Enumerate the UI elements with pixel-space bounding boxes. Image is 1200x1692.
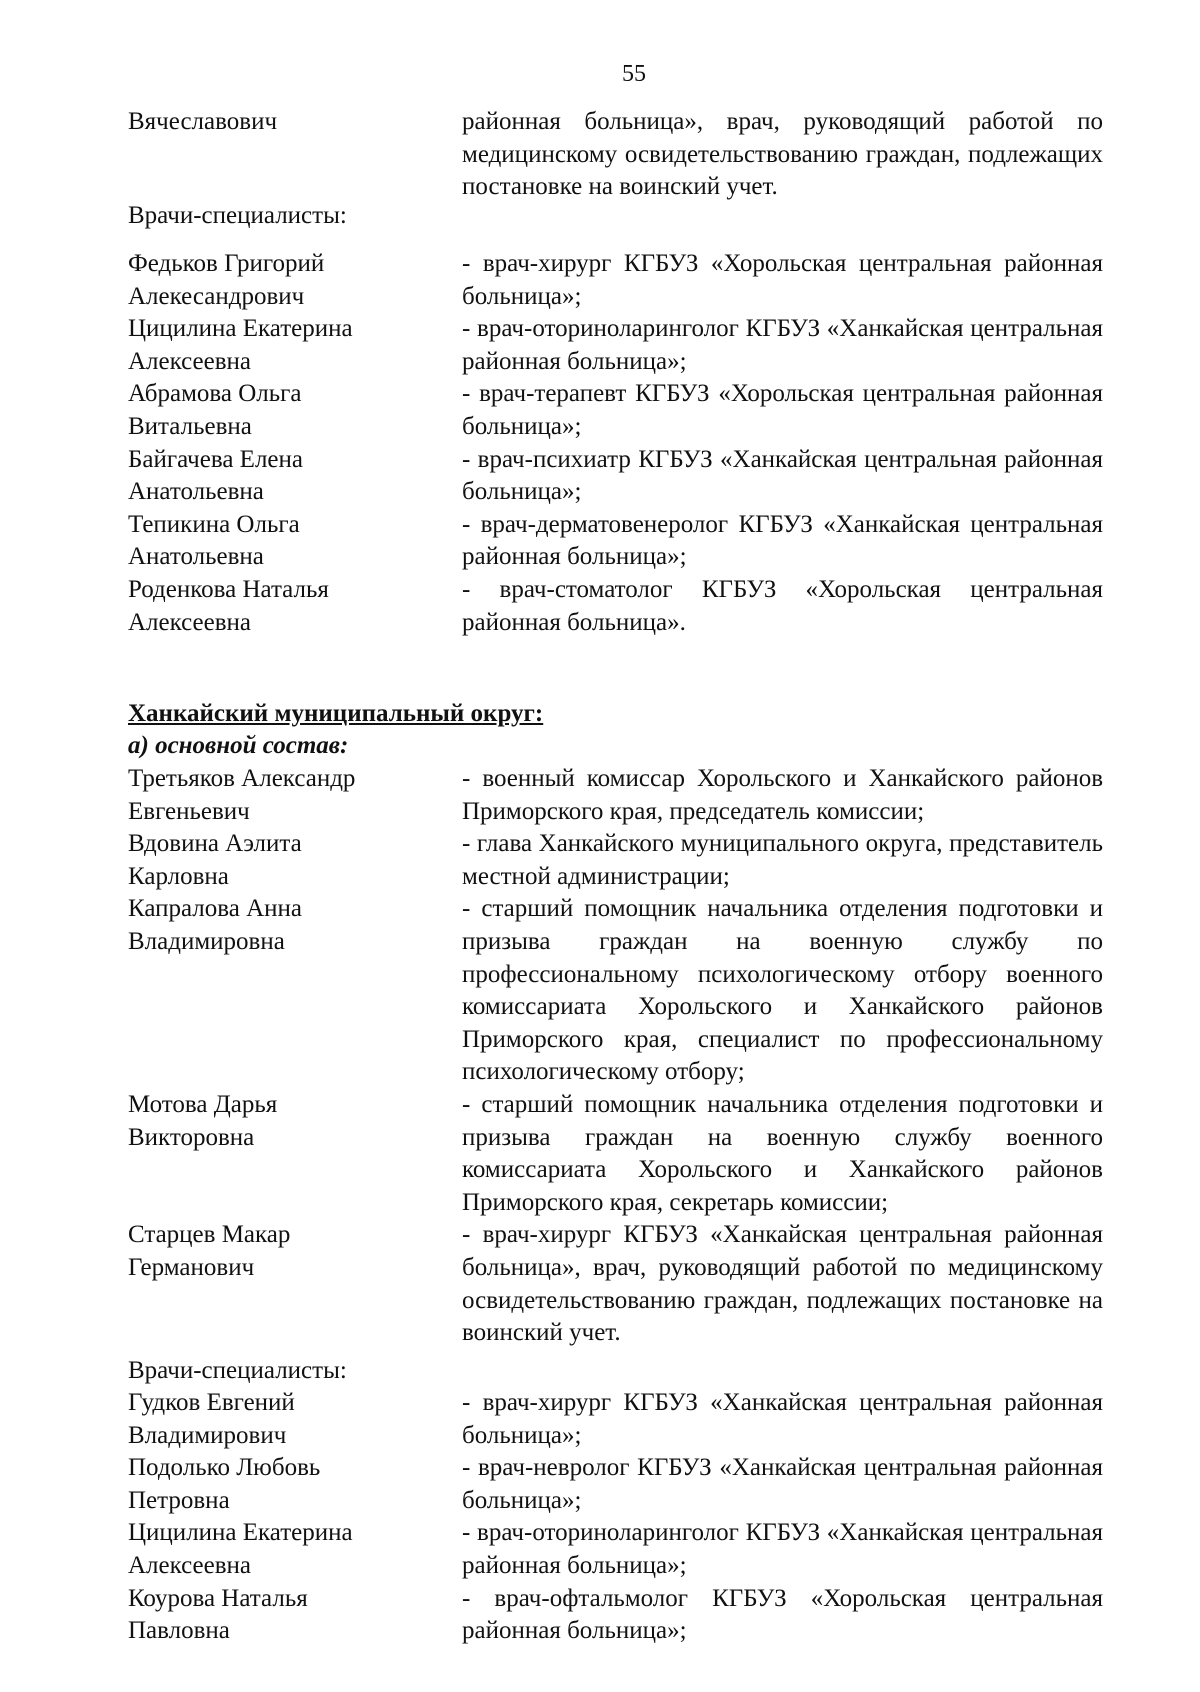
member-row [128,574,1103,639]
member-description: - глава Ханкайского муниципального округа, представитель местной администрации; [462,830,1103,890]
member-name: Цицилина Екатерина Алексеевна [128,315,353,375]
member-name: Подолько Любовь Петровна [128,1454,321,1514]
member-description: - врач-хирург КГБУЗ «Ханкайская центральная районная больница»; [462,1389,1103,1449]
member-name: Гудков Евгений Владимирович [128,1389,295,1449]
member-description: - военный комиссар Хорольского и Ханкайского районов Приморского края, председатель комиссии; [462,765,1103,825]
section-title: Ханкайский муниципальный округ: [128,700,544,727]
member-row [128,1387,1103,1452]
member-description: - врач-хирург КГБУЗ «Ханкайская центральная районная больница», врач, руководящий работой по медицинскому освидетельствованию граждан, подлежащих постановке на воинский учет. [462,1221,1103,1347]
member-description: - врач-терапевт КГБУЗ «Хорольская центральная районная больница»; [462,380,1103,440]
continued-entry [128,106,1103,204]
member-row [128,1517,1103,1582]
member-description: - врач-стоматолог КГБУЗ «Хорольская центральная районная больница». [462,575,1103,636]
member-name: Цицилина Екатерина Алексеевна [128,1519,353,1579]
member-row [128,106,1103,204]
specialists-list [128,1387,1103,1648]
member-row [128,313,1103,378]
member-row [128,1583,1103,1648]
member-row [128,509,1103,574]
member-description: - старший помощник начальника отделения подготовки и призыва граждан на военную службу военного комиссариата Хорольского и Ханкайского районов Приморского края, секретарь комиссии; [462,1090,1103,1216]
page-number: 55 [622,61,646,87]
specialists-label: Врачи-специалисты: [128,202,347,229]
member-name: Федьков Григорий Алекесандрович [128,250,325,310]
member-name: Тепикина Ольга Анатольевна [128,510,300,571]
member-name: Байгачева Елена Анатольевна [128,445,303,506]
member-description: - врач-оториноларинголог КГБУЗ «Ханкайская центральная районная больница»; [462,1519,1103,1579]
member-row [128,248,1103,313]
member-row [128,828,1103,893]
member-name: Старцев Макар Германович [128,1221,291,1281]
member-name: Капралова Анна Владимировна [128,895,303,955]
member-row [128,1452,1103,1517]
specialists-label: Врачи-специалисты: [128,1357,347,1384]
member-row [128,1089,1103,1219]
member-row [128,378,1103,443]
member-name: Третьяков Александр Евгеньевич [128,765,356,825]
member-description: - врач-офтальмолог КГБУЗ «Хорольская центральная районная больница»; [462,1584,1103,1645]
member-row [128,444,1103,509]
subsection-title: а) основной состав: [128,732,349,759]
member-name: Абрамова Ольга Витальевна [128,380,302,440]
member-description: - врач-психиатр КГБУЗ «Ханкайская центральная районная больница»; [462,445,1103,506]
member-description: - врач-дерматовенеролог КГБУЗ «Ханкайская центральная районная больница»; [462,510,1103,571]
member-row [128,893,1103,1089]
member-description: - врач-невролог КГБУЗ «Ханкайская центральная районная больница»; [462,1454,1103,1514]
specialists-list [128,248,1103,639]
member-name: Роденкова Наталья Алексеевна [128,575,329,636]
main-members-list [128,763,1103,1350]
member-name: Коурова Наталья Павловна [128,1584,308,1645]
member-description: - врач-оториноларинголог КГБУЗ «Ханкайская центральная районная больница»; [462,315,1103,375]
member-description: - врач-хирург КГБУЗ «Хорольская центральная районная больница»; [462,250,1103,310]
member-name: Мотова Дарья Викторовна [128,1090,278,1151]
member-description: районная больница», врач, руководящий работой по медицинскому освидетельствованию граждан, подлежащих постановке на воинский учет. [462,108,1103,201]
member-row [128,1219,1103,1349]
member-row [128,763,1103,828]
member-name: Вдовина Аэлита Карловна [128,830,302,890]
member-description: - старший помощник начальника отделения подготовки и призыва граждан на военную службу по профессиональному психологическому отбору военного комиссариата Хорольского и Ханкайского районов Приморского края, специалист по профессиональному психологическому отбору; [462,895,1103,1086]
member-name: Вячеславович [128,108,278,135]
